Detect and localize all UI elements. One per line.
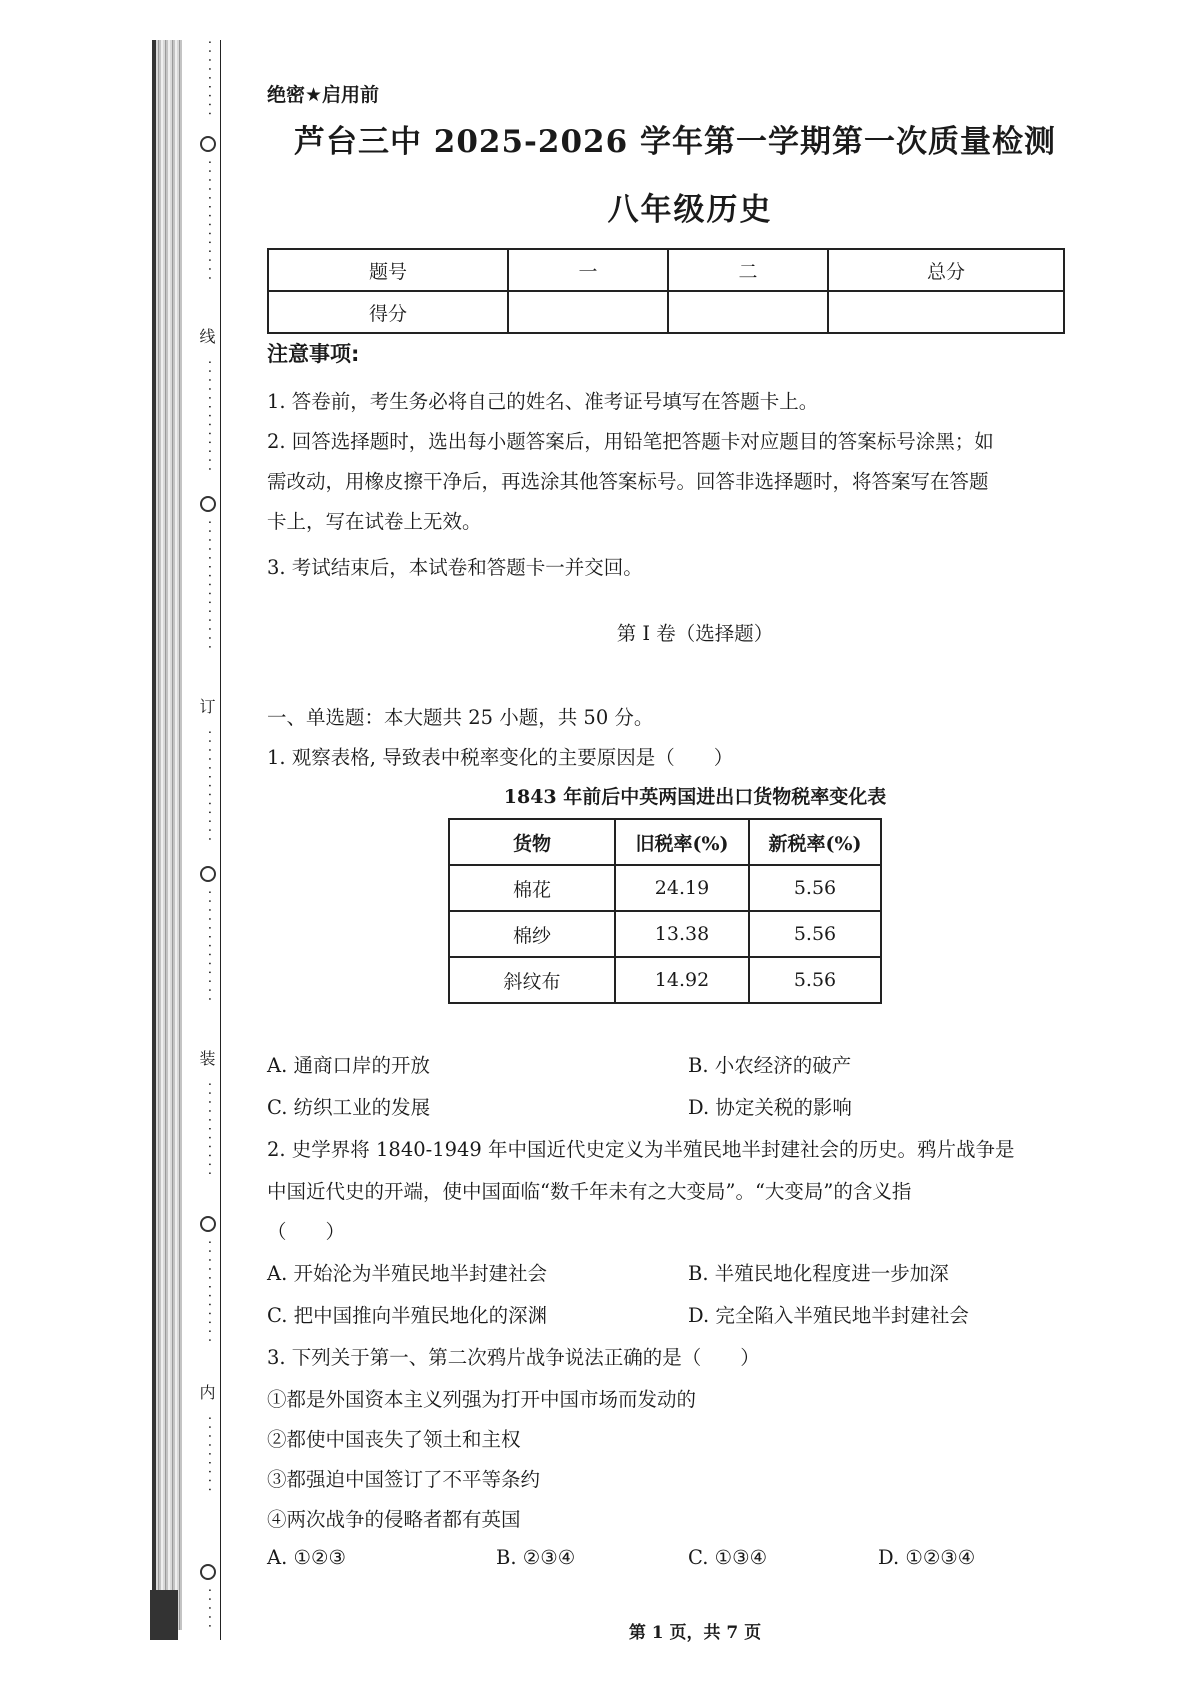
binding-mark-xian: 线 — [197, 328, 216, 344]
dotted-line: · · · · · · · · · · · · · · — [201, 160, 217, 281]
score-cell: 题号 — [268, 249, 508, 291]
exam-title: 芦台三中 2025-2026 学年第一学期第一次质量检测 — [293, 124, 1056, 160]
page-number: 第 1 页，共 7 页 — [628, 1623, 762, 1643]
circle-mark — [200, 866, 216, 882]
question-stem: 1. 观察表格, 导致表中税率变化的主要原因是（ ） — [267, 746, 734, 769]
score-cell: 一 — [508, 249, 668, 291]
option-a: A. 通商口岸的开放 — [267, 1054, 430, 1077]
dotted-line: · · · · · · · · · · · · · — [201, 890, 217, 1002]
table-caption: 1843 年前后中英两国进出口货物税率变化表 — [503, 786, 887, 808]
question-stem: 中国近代史的开端，使中国面临“数千年未有之大变局”。“大变局”的含义指 — [267, 1180, 912, 1203]
option-b: B. 半殖民地化程度进一步加深 — [688, 1262, 949, 1285]
dotted-line: · · · · · · · · · · · · · — [201, 730, 217, 842]
binding-strip — [152, 40, 182, 1630]
binding-mark-nei: 内 — [197, 1384, 216, 1400]
dotted-line: · · · · · · · · · · · · · · · — [201, 520, 217, 650]
option-c: C. ①③④ — [688, 1546, 768, 1569]
statement: ②都使中国丧失了领土和主权 — [267, 1428, 521, 1451]
table-cell: 棉花 — [449, 865, 615, 911]
score-table-row — [268, 291, 1064, 333]
table-cell: 5.56 — [749, 911, 881, 957]
question-stem: （ ） — [267, 1220, 346, 1243]
dotted-line: · · · · · · · · · · · — [201, 1082, 217, 1176]
statement: ①都是外国资本主义列强为打开中国市场而发动的 — [267, 1388, 697, 1411]
option-c: C. 纺织工业的发展 — [267, 1096, 431, 1119]
question-stem: 3. 下列关于第一、第二次鸦片战争说法正确的是（ ） — [267, 1346, 760, 1369]
option-a: A. ①②③ — [267, 1546, 346, 1569]
table-header-cell: 货物 — [449, 819, 615, 865]
table-header-row — [449, 819, 881, 865]
table-cell: 斜纹布 — [449, 957, 615, 1003]
question-stem: 2. 史学界将 1840-1949 年中国近代史定义为半殖民地半封建社会的历史。鸦片战争是 — [267, 1138, 1015, 1161]
tax-rate-table — [448, 818, 882, 1004]
option-b: B. 小农经济的破产 — [688, 1054, 852, 1077]
score-cell: 得分 — [268, 291, 508, 333]
option-b: B. ②③④ — [496, 1546, 576, 1569]
option-a: A. 开始沦为半殖民地半封建社会 — [267, 1262, 547, 1285]
table-header-cell: 新税率(%) — [749, 819, 881, 865]
exam-subject: 八年级历史 — [607, 192, 773, 228]
dotted-line: · · · · · · · · · · · · · — [201, 360, 217, 472]
table-cell: 棉纱 — [449, 911, 615, 957]
section-heading: 一、单选题：本大题共 25 小题，共 50 分。 — [267, 706, 654, 729]
binding-margin — [196, 40, 221, 1640]
notice-line: 1. 答卷前，考生务必将自己的姓名、准考证号填写在答题卡上。 — [267, 390, 819, 413]
volume-heading: 第 I 卷（选择题） — [616, 622, 774, 645]
dotted-line: · · · · · · · · · — [201, 1416, 217, 1492]
table-cell: 14.92 — [615, 957, 749, 1003]
score-cell — [508, 291, 668, 333]
option-d: D. 协定关税的影响 — [688, 1096, 852, 1119]
notice-line: 2. 回答选择题时，选出每小题答案后，用铅笔把答题卡对应题目的答案标号涂黑；如 — [267, 430, 994, 453]
dotted-line: · · · · · — [201, 1588, 217, 1629]
circle-mark — [200, 136, 216, 152]
confidential-label: 绝密★启用前 — [267, 84, 380, 106]
circle-mark — [200, 1216, 216, 1232]
notice-line: 3. 考试结束后，本试卷和答题卡一并交回。 — [267, 556, 643, 579]
dotted-line: · · · · · · · · · — [201, 40, 217, 116]
table-cell: 13.38 — [615, 911, 749, 957]
binding-mark-zhuang: 装 — [197, 1050, 216, 1066]
notice-line: 需改动，用橡皮擦干净后，再选涂其他答案标号。回答非选择题时，将答案写在答题 — [267, 470, 989, 493]
score-cell: 总分 — [828, 249, 1064, 291]
score-cell — [828, 291, 1064, 333]
score-table-row — [268, 249, 1064, 291]
score-cell — [668, 291, 828, 333]
statement: ③都强迫中国签订了不平等条约 — [267, 1468, 541, 1491]
table-cell: 24.19 — [615, 865, 749, 911]
option-d: D. 完全陷入半殖民地半封建社会 — [688, 1304, 969, 1327]
circle-mark — [200, 496, 216, 512]
table-row — [449, 911, 881, 957]
binding-strip-end — [150, 1590, 178, 1640]
table-header-cell: 旧税率(%) — [615, 819, 749, 865]
option-c: C. 把中国推向半殖民地化的深渊 — [267, 1304, 548, 1327]
score-table — [267, 248, 1065, 334]
notice-title: 注意事项: — [267, 342, 360, 366]
statement: ④两次战争的侵略者都有英国 — [267, 1508, 521, 1531]
binding-mark-ding: 订 — [197, 698, 216, 714]
table-cell: 5.56 — [749, 865, 881, 911]
dotted-line: · · · · · · · · · · · · — [201, 1240, 217, 1343]
option-d: D. ①②③④ — [878, 1546, 976, 1569]
score-cell: 二 — [668, 249, 828, 291]
circle-mark — [200, 1564, 216, 1580]
table-row — [449, 957, 881, 1003]
table-row — [449, 865, 881, 911]
notice-line: 卡上，写在试卷上无效。 — [267, 510, 482, 533]
table-cell: 5.56 — [749, 957, 881, 1003]
